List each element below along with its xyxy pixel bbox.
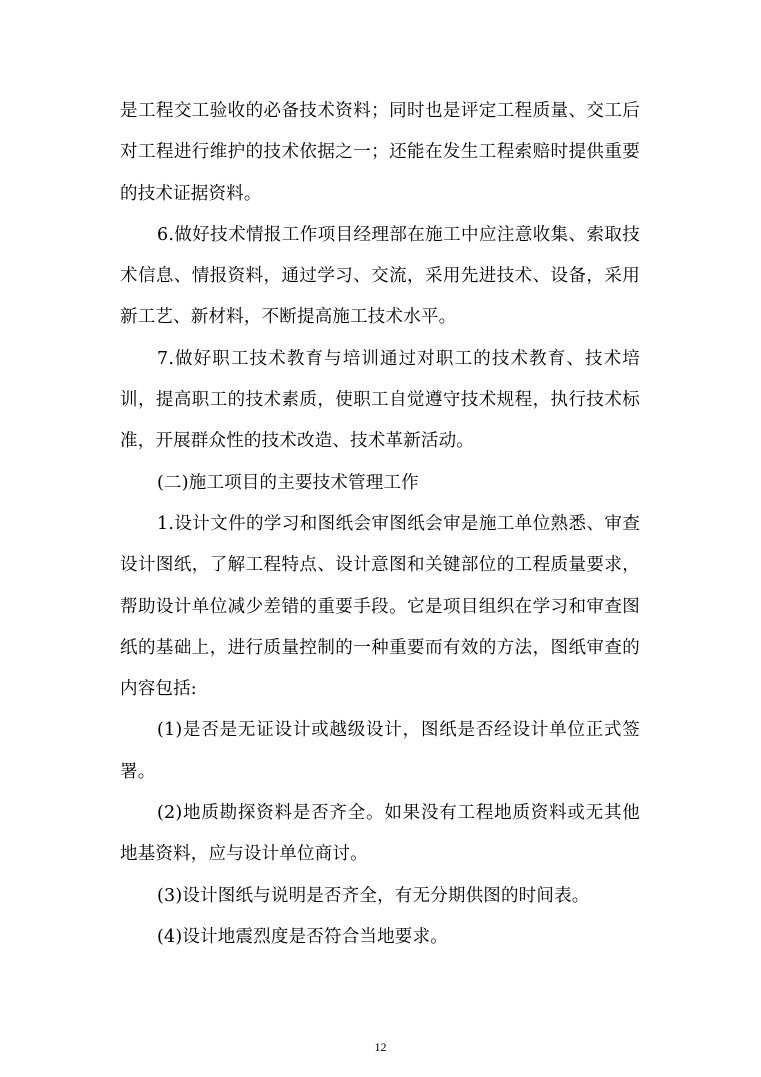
list-item-3: (3)设计图纸与说明是否齐全，有无分期供图的时间表。 [157,885,590,906]
paragraph-item-6: 6.做好技术情报工作项目经理部在施工中应注意收集、索取技术信息、情报资料，通过学习、交流，采用先进技术、设备，采用新工艺、新材料，不断提高施工技术水平。 [120,224,640,328]
section-heading: (二)施工项目的主要技术管理工作 [157,472,419,493]
page-number: 12 [374,1040,387,1054]
list-item-2: (2)地质勘探资料是否齐全。如果没有工程地质资料或无其他地基资料，应与设计单位商讨。 [120,803,640,865]
paragraph-item-1: 1.设计文件的学习和图纸会审图纸会审是施工单位熟悉、审查设计图纸，了解工程特点、设计意图和关键部位的工程质量要求，帮助设计单位减少差错的重要手段。它是项目组织在学习和审查图纸的基础上，进行质量控制的一种重要而有效的方法，图纸审查的内容包括: [120,513,640,700]
list-item-4: (4)设计地震烈度是否符合当地要求。 [157,926,448,947]
paragraph-continuation: 是工程交工验收的必备技术资料；同时也是评定工程质量、交工后对工程进行维护的技术依据之一；还能在发生工程索赔时提供重要的技术证据资料。 [120,101,640,204]
paragraph-item-7: 7.做好职工技术教育与培训通过对职工的技术教育、技术培训，提高职工的技术素质，使职工自觉遵守技术规程，执行技术标准，开展群众性的技术改造、技术革新活动。 [120,348,640,452]
body-text [120,91,640,958]
list-item-1: (1)是否是无证设计或越级设计，图纸是否经设计单位正式签署。 [120,720,640,782]
